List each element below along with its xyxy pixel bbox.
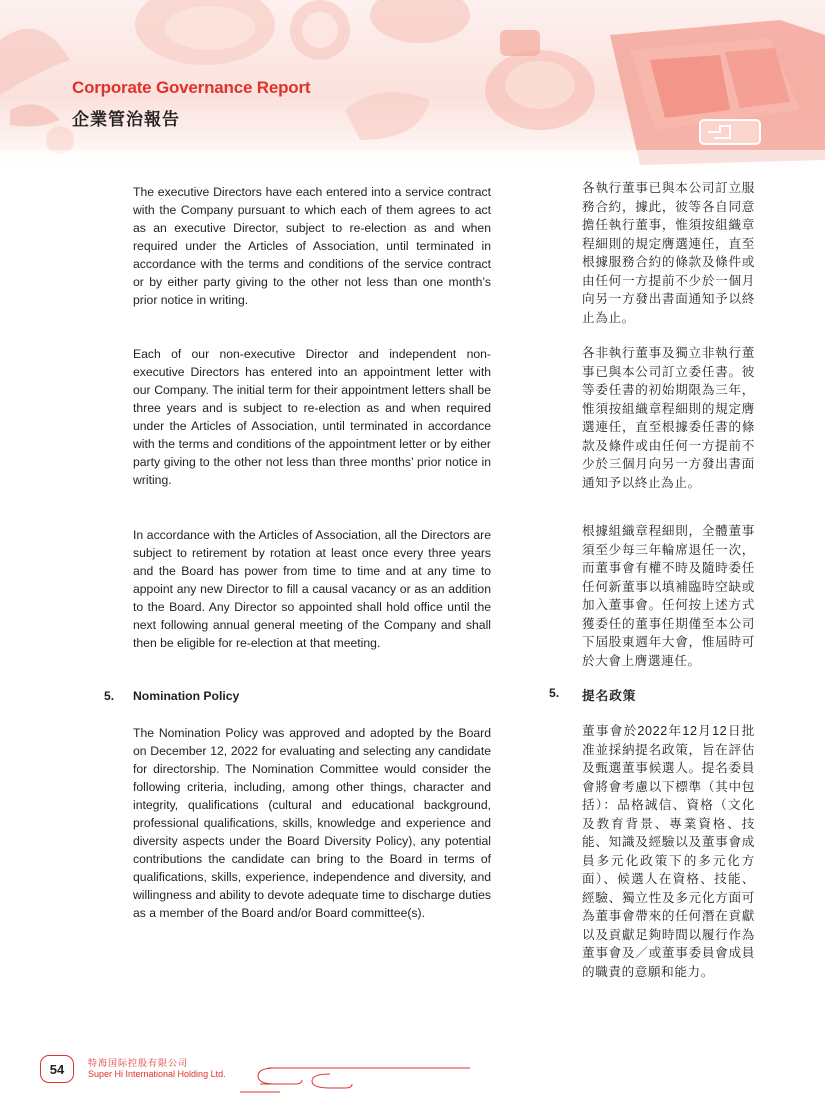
page-title-en: Corporate Governance Report bbox=[72, 78, 311, 97]
page-title-zh: 企業管治報告 bbox=[72, 110, 180, 129]
section-number-en: 5. bbox=[104, 689, 115, 703]
section-number-zh: 5. bbox=[549, 686, 560, 700]
page-number: 54 bbox=[49, 1061, 65, 1077]
paragraph-non-executive-directors-zh: 各非執行董事及獨立非執行董事已與本公司訂立委任書。彼等委任書的初始期限為三年，惟須按組織章程細則的規定膺選連任，直至根據委任書的條款及條件或由任何一方提前不少於三個月向另一方發出書面通知予以終止為止。 bbox=[582, 346, 755, 490]
paragraph-nomination-policy-zh: 董事會於2022年12月12日批准並採納提名政策，旨在評估及甄選董事候選人。提名委員會將會考慮以下標準（其中包括）：品格誠信、資格（文化及教育背景、專業資格、技能、知識及經驗以及董事會成員多元化政策下的多元化方面）、候選人在資格、技能、經驗、獨立性及多元化方面可為董事會帶來的任何潛在貢獻以及貢獻足夠時間以履行作為董事會及／或董事委員會成員的職責的意願和能力。 bbox=[582, 724, 755, 979]
page-number-badge bbox=[40, 1055, 74, 1083]
paragraph-executive-directors-zh: 各執行董事已與本公司訂立服務合約，據此，彼等各自同意擔任執行董事，惟須按組織章程細則的規定膺選連任，直至根據服務合約的條款及條件或由任何一方提前不少於一個月向另一方發出書面通知予以終止為止。 bbox=[582, 181, 755, 325]
footer-wave-decoration bbox=[240, 1060, 480, 1096]
paragraph-non-executive-directors-en: Each of our non-executive Director and independent non-executive Directors has entered into an appointment letter with our Company. The initial term for their appointment letters shall be three years and is subject to re-election as and when required under the Articles of Association, until terminated in accordance with the terms and conditions of the appointment letter or by either party giving to the other not less than three months’ prior notice in writing. bbox=[133, 347, 491, 487]
paragraph-retirement-rotation-en: In accordance with the Articles of Association, all the Directors are subject to retirement by rotation at least once every three years and the Board has power from time to time and at any time to appoint any new Director to fill a causal vacancy or as an addition to the Board. Any Director so appointed shall hold office until the next following annual general meeting of the Company and shall then be eligible for re-election at that meeting. bbox=[133, 528, 491, 650]
section-heading-zh: 提名政策 bbox=[582, 689, 637, 703]
section-heading-en: Nomination Policy bbox=[133, 689, 240, 703]
paragraph-executive-directors-en: The executive Directors have each entered into a service contract with the Company pursuant to which each of them agrees to act as an executive Director, subject to re-election as and when required under the Articles of Association, until terminated in accordance with the terms and conditions of the service contract or by either party giving to the other not less than one month’s prior notice in writing. bbox=[133, 185, 491, 307]
company-name-en: Super Hi International Holding Ltd. bbox=[88, 1069, 226, 1079]
header-banner bbox=[0, 0, 825, 175]
company-name-zh: 特海国际控股有限公司 bbox=[88, 1058, 189, 1068]
paragraph-retirement-rotation-zh: 根據組織章程細則，全體董事須至少每三年輪席退任一次，而董事會有權不時及隨時委任任何新董事以填補臨時空缺或加入董事會。任何按上述方式獲委任的董事任期僅至本公司下屆股東週年大會，惟屆時可於大會上膺選連任。 bbox=[582, 524, 755, 668]
paragraph-nomination-policy-en: The Nomination Policy was approved and adopted by the Board on December 12, 2022 for evaluating and selecting any candidate for directorship. The Nomination Committee would consider the following criteria, including, among other things, character and integrity, qualifications (cultural and educational background, professional qualifications, skills, knowledge and experience and diversity aspects under the Board Diversity Policy), any potential contributions the candidate can bring to the Board in terms of qualifications, skills, experience, independence and diversity, and willingness and ability to devote adequate time to discharge duties as a member of the Board and/or Board committee(s). bbox=[133, 726, 491, 920]
